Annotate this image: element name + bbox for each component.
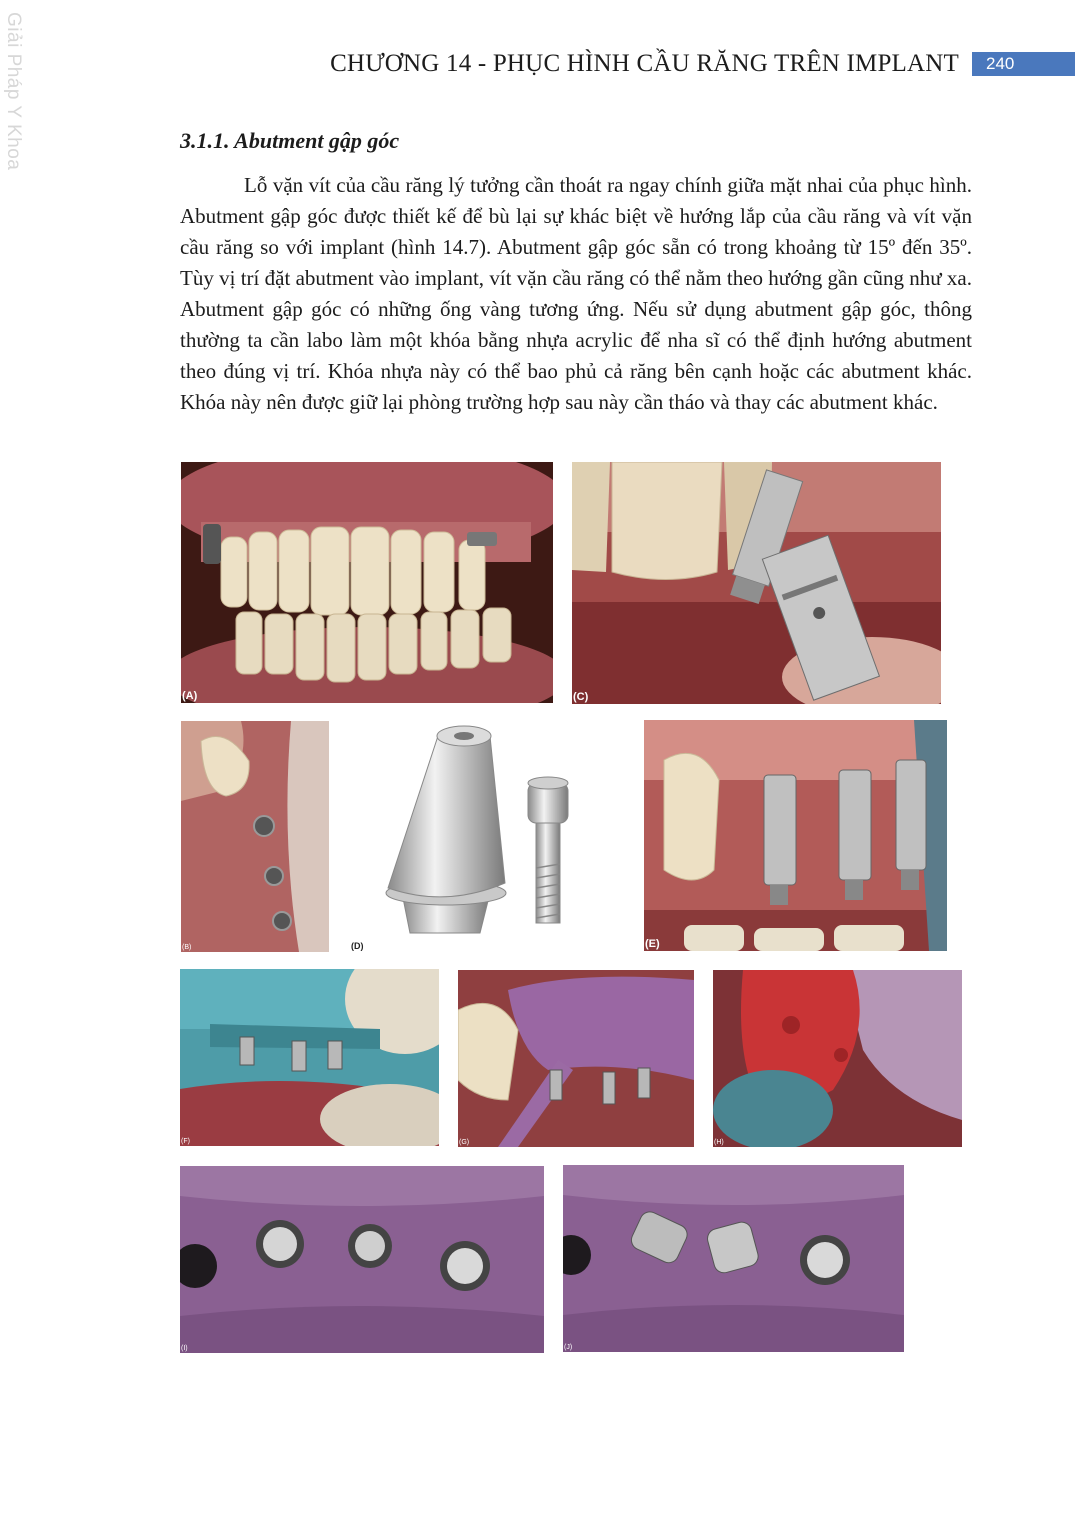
figure-f-image (180, 969, 439, 1146)
body-paragraph: Lỗ vặn vít của cầu răng lý tưởng cần thoát ra ngay chính giữa mặt nhai của phục hình. Abutment gập góc được thiết kế để bù lại sự khác biệt về hướng lắp của cầu răng và vít vặn cầu răng so với implant (hình 14.7). Abutment gập góc sẵn có trong khoảng từ 15º đến 35º. Tùy vị trí đặt abutment vào implant, vít vặn cầu răng có thể nằm theo hướng gần cũng như xa. Abutment gập góc có những ống vàng tương ứng. Nếu sử dụng abutment gập góc, thông thường ta cần labo làm một khóa bằng nhựa acrylic để nha sĩ có thể định hướng abutment theo đúng vị trí. Khóa nhựa này có thể bao phủ cả răng bên cạnh hoặc các abutment khác. Khóa này nên được giữ lại phòng trường hợp sau này cần tháo và thay các abutment khác. (180, 173, 972, 414)
figure-j-image (563, 1165, 904, 1352)
body-text (180, 170, 972, 418)
figure-c-image (572, 462, 941, 704)
page-number-badge: 240 (972, 52, 1075, 76)
page-header (0, 48, 1081, 82)
figure-i-label: (I) (181, 1345, 188, 1352)
figure-e-photo (644, 720, 947, 951)
figure-e-label: (E) (645, 938, 660, 950)
figure-d-label: (D) (351, 941, 364, 951)
figure-c-label: (C) (573, 691, 589, 703)
watermark-text: Giải Pháp Y Khoa (3, 12, 24, 171)
figure-a-photo (181, 462, 553, 703)
figure-j-label: (J) (564, 1344, 573, 1351)
figure-d-illustration (340, 718, 630, 952)
side-watermark (2, 12, 42, 182)
figure-f-photo (180, 969, 439, 1146)
figure-b-photo (181, 721, 329, 952)
figure-a-label: (A) (182, 690, 198, 702)
figure-f-label: (F) (181, 1138, 190, 1145)
figure-i-image (180, 1166, 544, 1353)
figure-b-image (181, 721, 329, 952)
section-heading: 3.1.1. Abutment gập góc (180, 128, 400, 153)
figure-g-image (458, 970, 694, 1147)
figure-b-label: (B) (182, 944, 192, 951)
figure-g-label: (G) (459, 1139, 470, 1146)
figure-j-photo (563, 1165, 904, 1352)
figure-i-photo (180, 1166, 544, 1353)
chapter-title: CHƯƠNG 14 - PHỤC HÌNH CẦU RĂNG TRÊN IMPLANT (330, 50, 959, 77)
figure-d-image (340, 718, 630, 952)
figure-h-photo (713, 970, 962, 1147)
figure-h-image (713, 970, 962, 1147)
figure-a-image (181, 462, 553, 703)
figure-g-photo (458, 970, 694, 1147)
figure-h-label: (H) (714, 1139, 724, 1146)
figure-c-photo (572, 462, 941, 704)
figure-e-image (644, 720, 947, 951)
